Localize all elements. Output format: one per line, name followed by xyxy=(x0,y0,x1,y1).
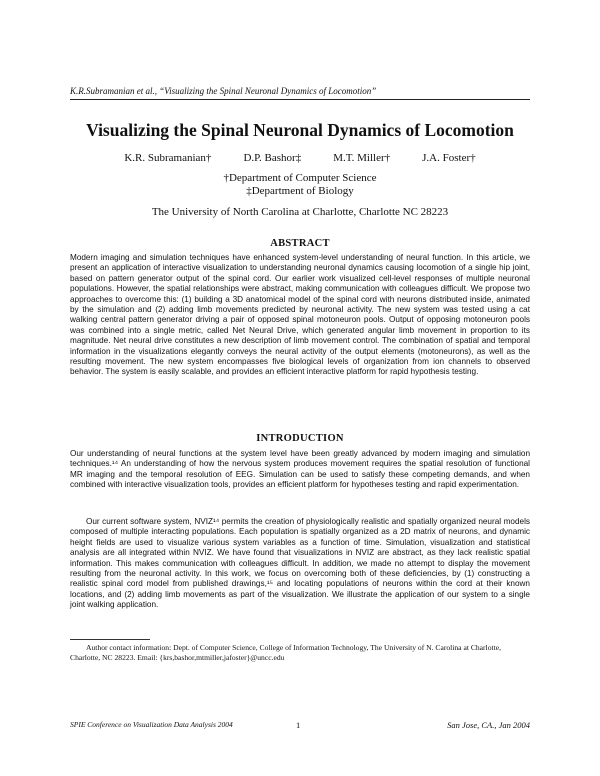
footer-conference: SPIE Conference on Visualization Data Analysis 2004 xyxy=(70,720,233,729)
affiliation-bio: ‡Department of Biology xyxy=(246,185,354,197)
author: D.P. Bashor‡ xyxy=(243,152,302,164)
affiliation-university: The University of North Carolina at Charlotte, Charlotte NC 28223 xyxy=(151,206,449,218)
author: M.T. Miller† xyxy=(333,152,391,164)
page-number: 1 xyxy=(296,720,301,730)
author: K.R. Subramanian† xyxy=(124,152,212,164)
footer-location-date: San Jose, CA., Jan 2004 xyxy=(447,720,530,730)
abstract-heading: ABSTRACT xyxy=(270,238,330,249)
running-head: K.R.Subramanian et al., “Visualizing the Spinal Neuronal Dynamics of Locomotion” xyxy=(70,86,377,96)
author-contact-footnote: Author contact information: Dept. of Computer Science, College of Information Technology, The University of N. Carolina at Charlotte, Charlotte, NC 28223. Email: {krs,bashor,mtmiller,jafoster}@uncc.edu xyxy=(70,643,501,662)
affiliation-cs: †Department of Computer Science xyxy=(223,172,377,184)
introduction-heading: INTRODUCTION xyxy=(256,433,344,444)
introduction-paragraph: Our current software system, NVIZ¹⁴ permits the creation of physiologically realistic and spatially organized neural models composed of multiple interacting populations. Each population is spatially organized as a 2D matrix of neurons, and dynamic height fields are used to visualize various system variables as a function of time. Simulation, visualization and statistical analysis are all integrated within NVIZ. We have found that visualizations in NVIZ are abstract, as they lack realistic spatial information. This makes communication with colleagues difficult. In addition, we made no attempt to display the movement resulting from the neuronal activity. In this work, we focus on overcoming both of these deficiencies, by (1) constructing a realistic spinal cord model from published drawings,¹⁵ and locating populations of neurons within the cord at their known locations, and (2) adding limb movements as part of the visualization. We illustrate the application of our system to a single joint walking application. xyxy=(70,517,530,610)
author-list xyxy=(70,152,530,164)
author: J.A. Foster† xyxy=(422,152,476,164)
header-rule xyxy=(70,99,530,100)
footnote-rule xyxy=(70,639,150,640)
abstract-text: Modern imaging and simulation techniques have enhanced system-level understanding of neural function. In this article, we present an application of interactive visualization to understanding neuronal dynamics causing locomotion of a single hip joint, based on pattern generator output of the spinal cord. Our earlier work visualized cell-level responses of multiple neuronal populations. However, the spatial relationships were abstract, making communication with colleagues difficult. We propose two approaches to overcome this: (1) building a 3D anatomical model of the spinal cord with neurons distributed inside, animated by the simulation and (2) adding limb movements predicted by neuronal activity. The new system was tested using a cat walking central pattern generator driving a pair of opposed spinal motoneuron pools. Output of opposing motoneuron pools was combined into a single metric, called Net Neural Drive, which generated angular limb movement in proportion to its magnitude. Net neural drive constitutes a new description of limb movement control. The combination of spatial and temporal information in the visualizations elegantly conveys the neural activity of the output elements (motoneurons), as well as the resulting movement. The new system encompasses five biological levels of organization from ion channels to observed behavior. The system is easily scalable, and provides an efficient interactive platform for rapid hypothesis testing. xyxy=(70,253,530,377)
paper-title: Visualizing the Spinal Neuronal Dynamics of Locomotion xyxy=(86,120,514,140)
introduction-paragraph: Our understanding of neural functions at the system level have been greatly advanced by modern imaging and simulation techniques.¹⁴ An understanding of how the nervous system produces movement requires the spatial resolution of functional MR imaging and the temporal resolution of EEG. Simulation can be used to satisfy these competing demands, and when combined with interactive visualization tools, provides an efficient platform for hypotheses testing and rapid experimentation. xyxy=(70,449,530,490)
